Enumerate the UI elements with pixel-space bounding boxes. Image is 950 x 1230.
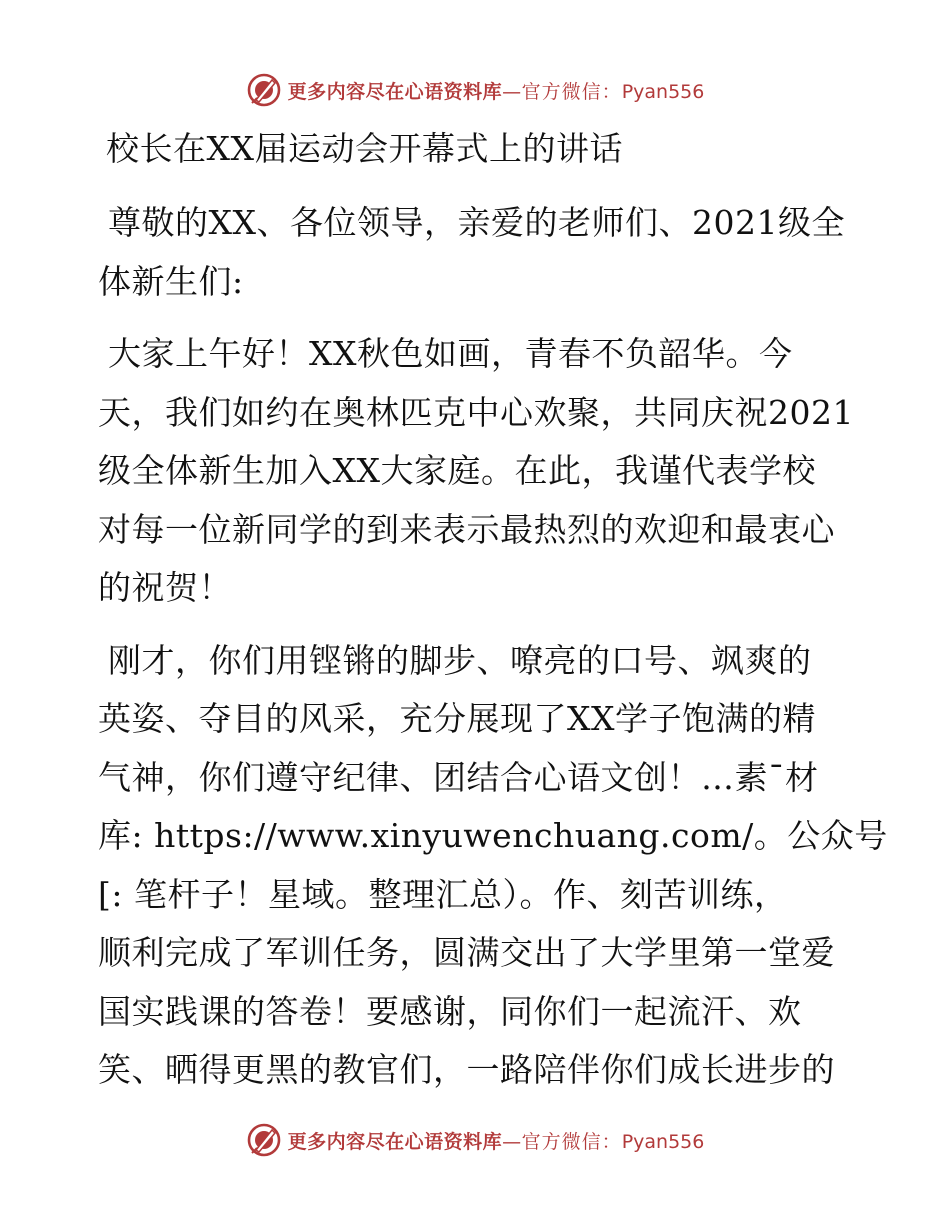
quill-logo-icon (246, 1122, 282, 1158)
text-line: 库: https://www.xinyuwenchuang.com/。公众号 (98, 816, 888, 855)
paragraph-welcome (98, 325, 858, 618)
footer-watermark-banner (0, 1120, 950, 1160)
watermark-wechat-label: 官方微信： (521, 80, 622, 103)
text-line: 体新生们: (98, 261, 244, 301)
document-title: 校长在XX届运动会开幕式上的讲话 (106, 129, 623, 168)
text-line: [: 笔杆子！星域。整理汇总）。作、刻苦训练， (98, 874, 788, 914)
text-line: 尊敬的XX、各位领导，亲爱的老师们、2021级全 (108, 203, 845, 242)
watermark-dash: — (502, 80, 522, 103)
paragraph-greeting (98, 194, 858, 311)
header-watermark-banner (0, 70, 950, 110)
text-line: 大家上午好！XX秋色如画，青春不负韶华。今 (108, 334, 793, 373)
text-line: 的祝贺！ (98, 568, 232, 607)
text-line: 对每一位新同学的到来表示最热烈的欢迎和最衷心 (98, 509, 835, 549)
text-line: 天，我们如约在奥林匹克中心欢聚，共同庆祝2021 (98, 392, 854, 432)
watermark-wechat-label: 官方微信： (521, 1130, 622, 1153)
watermark-text (288, 1127, 705, 1154)
header-watermark (246, 72, 705, 108)
text-line: 顺利完成了军训任务，圆满交出了大学里第一堂爱 (98, 933, 835, 972)
text-line: 英姿、夺目的风采，充分展现了XX学子饱满的精 (98, 699, 816, 738)
quill-logo-icon (246, 72, 282, 108)
spacer (98, 311, 858, 325)
watermark-account: Pyan556 (621, 80, 705, 103)
text-line: 气神，你们遵守纪律、团结合心语文创！…素¯材 (98, 757, 819, 797)
text-line: 国实践课的答卷！要感谢，同你们一起流汗、欢 (98, 991, 802, 1031)
spacer (98, 618, 858, 632)
document-body (98, 118, 888, 1100)
text-line: 刚才，你们用铿锵的脚步、嘹亮的口号、飒爽的 (108, 640, 812, 680)
text-line: 笑、晒得更黑的教官们，一路陪伴你们成长进步的 (98, 1050, 835, 1089)
watermark-main: 更多内容尽在心语资料库 (287, 80, 503, 103)
watermark-text (288, 77, 705, 104)
watermark-account: Pyan556 (621, 1130, 705, 1153)
paragraph-training (98, 632, 888, 1100)
watermark-dash: — (502, 1130, 522, 1153)
text-line: 级全体新生加入XX大家庭。在此，我谨代表学校 (98, 451, 816, 490)
footer-watermark (246, 1122, 705, 1158)
watermark-main: 更多内容尽在心语资料库 (287, 1130, 503, 1153)
spacer (98, 180, 858, 194)
